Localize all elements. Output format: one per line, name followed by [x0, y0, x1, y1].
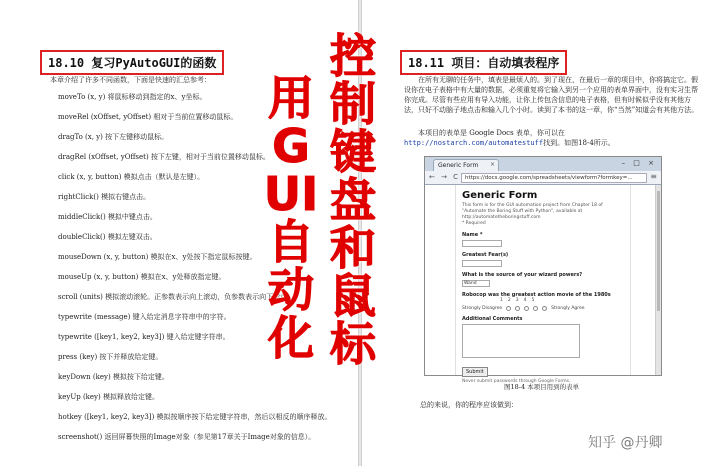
close-icon[interactable]: ×	[489, 161, 495, 168]
function-item: click (x, y, button) 模拟点击（默认是左键）。	[58, 173, 205, 181]
form-source-suffix: 找到。如图18-4所示。	[543, 139, 615, 147]
function-item: dragTo (x, y) 按下左键移动鼠标。	[58, 133, 169, 141]
function-item: mouseUp (x, y, button) 模拟在x、y处释放指定键。	[58, 273, 226, 281]
window-controls[interactable]: – □ ×	[621, 159, 657, 167]
scale-number: 2	[507, 298, 511, 303]
nostarch-link[interactable]: http://nostarch.com/automatestuff	[404, 139, 544, 147]
function-item: dragRel (xOffset, yOffset) 按下左键，相对于当前位置移动鼠标。	[58, 153, 270, 161]
google-form	[455, 185, 631, 384]
function-item: hotkey ([key1, key2, key3]) 模拟按顺序按下给定键字符串，然后以相反的顺序释放。	[58, 413, 332, 421]
browser-content	[425, 185, 661, 384]
submit-button[interactable]: Submit	[462, 367, 488, 377]
function-item: rightClick() 模拟右键点击。	[58, 193, 151, 201]
address-input[interactable]: https://docs.google.com/spreadsheets/viewform?formkey=...	[461, 173, 647, 183]
function-item: doubleClick() 模拟左键双击。	[58, 233, 157, 241]
browser-tab-title: Generic Form	[438, 162, 479, 169]
form-source-paragraph	[404, 128, 704, 148]
function-item: keyDown (key) 模拟按下给定键。	[58, 373, 169, 381]
source-select[interactable]: Wand	[462, 280, 490, 287]
form-title: Generic Form	[462, 190, 538, 201]
menu-icon[interactable]: ≡	[650, 172, 657, 181]
scrollbar-thumb[interactable]	[657, 191, 660, 311]
function-item: press (key) 按下并释放给定键。	[58, 353, 163, 361]
program-goals-paragraph: 总的来说，你的程序应该做到：	[420, 401, 518, 409]
scale-radio-1[interactable]	[506, 306, 511, 311]
function-item: middleClick() 模拟中键点击。	[58, 213, 157, 221]
form-description-text: This form is for the GUI automation project from Chapter 18 of "Automate the Boring Stuff with Python", available at http://automatetheboringstuff.com	[462, 203, 603, 220]
robocop-question-label: Robocop was the greatest action movie of the 1980s	[462, 292, 611, 298]
scale-radio-2[interactable]	[515, 306, 520, 311]
scale-high-label: Strongly Agree	[551, 306, 585, 311]
scale-number: 5	[531, 298, 535, 303]
password-warning: Never submit passwords through Google Forms.	[462, 379, 571, 384]
comments-textarea[interactable]	[462, 324, 580, 358]
browser-screenshot-figure	[424, 156, 662, 384]
function-item: mouseDown (x, y, button) 模拟在x、y处按下指定鼠标按键。	[58, 253, 257, 261]
function-item: keyUp (key) 模拟释放给定键。	[58, 393, 159, 401]
zhihu-watermark: 知乎 @丹卿	[588, 435, 663, 451]
form-source-prefix: 本项目的表单是 Google Docs 表单，你可以在	[418, 129, 565, 137]
function-item: screenshot() 返回屏幕快照的Image对象（参见第17章关于Image对象的信息）。	[58, 433, 316, 441]
section-heading-18-10: 18.10 复习PyAutoGUI的函数	[40, 50, 224, 75]
source-question-label: What is the source of your wizard powers?	[462, 272, 583, 278]
scale-number: 1	[500, 298, 503, 303]
project-intro-paragraph: 在所有无聊的任务中，填表是最烦人的。到了现在，在最后一章的项目中，你将搞定它。假设你在电子表格中有大量的数据，必须重复将它输入到另一个应用的表单界面中，没有实习生帮你完成。尽管有些应用有导入功能，让你上传包含信息的电子表格，但有时候似乎没有其他方法，只好不动脑子地点击和输入几个小时。读到了本书的这一章，你“当然”知道会有其他方法。	[404, 76, 699, 114]
browser-tab-strip	[425, 157, 661, 171]
function-item: moveTo (x, y) 将鼠标移动到指定的x、y坐标。	[58, 93, 207, 101]
function-item: typewrite (message) 键入给定消息字符串中的字符。	[58, 313, 231, 321]
scale-number: 4	[523, 298, 527, 303]
scale-low-label: Strongly Disagree	[462, 306, 503, 311]
browser-toolbar	[425, 171, 661, 185]
name-input[interactable]	[462, 240, 502, 247]
name-question-label: Name *	[462, 232, 483, 238]
form-description	[462, 203, 624, 227]
scale-radio-3[interactable]	[524, 306, 529, 311]
scale-radio-5[interactable]	[542, 306, 547, 311]
navigation-icons[interactable]: ← → C	[429, 173, 461, 181]
overlay-title-gui-automation: 用GUI自动化	[263, 71, 319, 365]
fear-question-label: Greatest Fear(s)	[462, 252, 509, 258]
robocop-scale	[462, 306, 624, 311]
section-intro: 本章介绍了许多不同函数，下面是快速的汇总参考：	[50, 76, 211, 84]
figure-caption: 图18-4 本项目用到的表单	[504, 383, 580, 391]
required-note: * Required	[462, 221, 486, 226]
scale-numbers	[500, 298, 624, 303]
scale-radio-4[interactable]	[533, 306, 538, 311]
fear-input[interactable]	[462, 260, 502, 267]
function-item: scroll (units) 模拟滚动滚轮。正参数表示向上滚动，负参数表示向下滚动。	[58, 293, 295, 301]
browser-tab[interactable]	[433, 159, 499, 171]
function-item: typewrite ([key1, key2, key3]) 键入给定键字符串。	[58, 333, 230, 341]
overlay-title-keyboard-mouse: 控制键盘和鼠标	[330, 29, 376, 371]
section-heading-18-11: 18.11 项目：自动填表程序	[400, 50, 567, 75]
scale-number: 3	[515, 298, 519, 303]
browser-scrollbar[interactable]	[655, 185, 661, 375]
comments-question-label: Additional Comments	[462, 316, 523, 322]
function-item: moveRel (xOffset, yOffset) 相对于当前位置移动鼠标。	[58, 113, 238, 121]
